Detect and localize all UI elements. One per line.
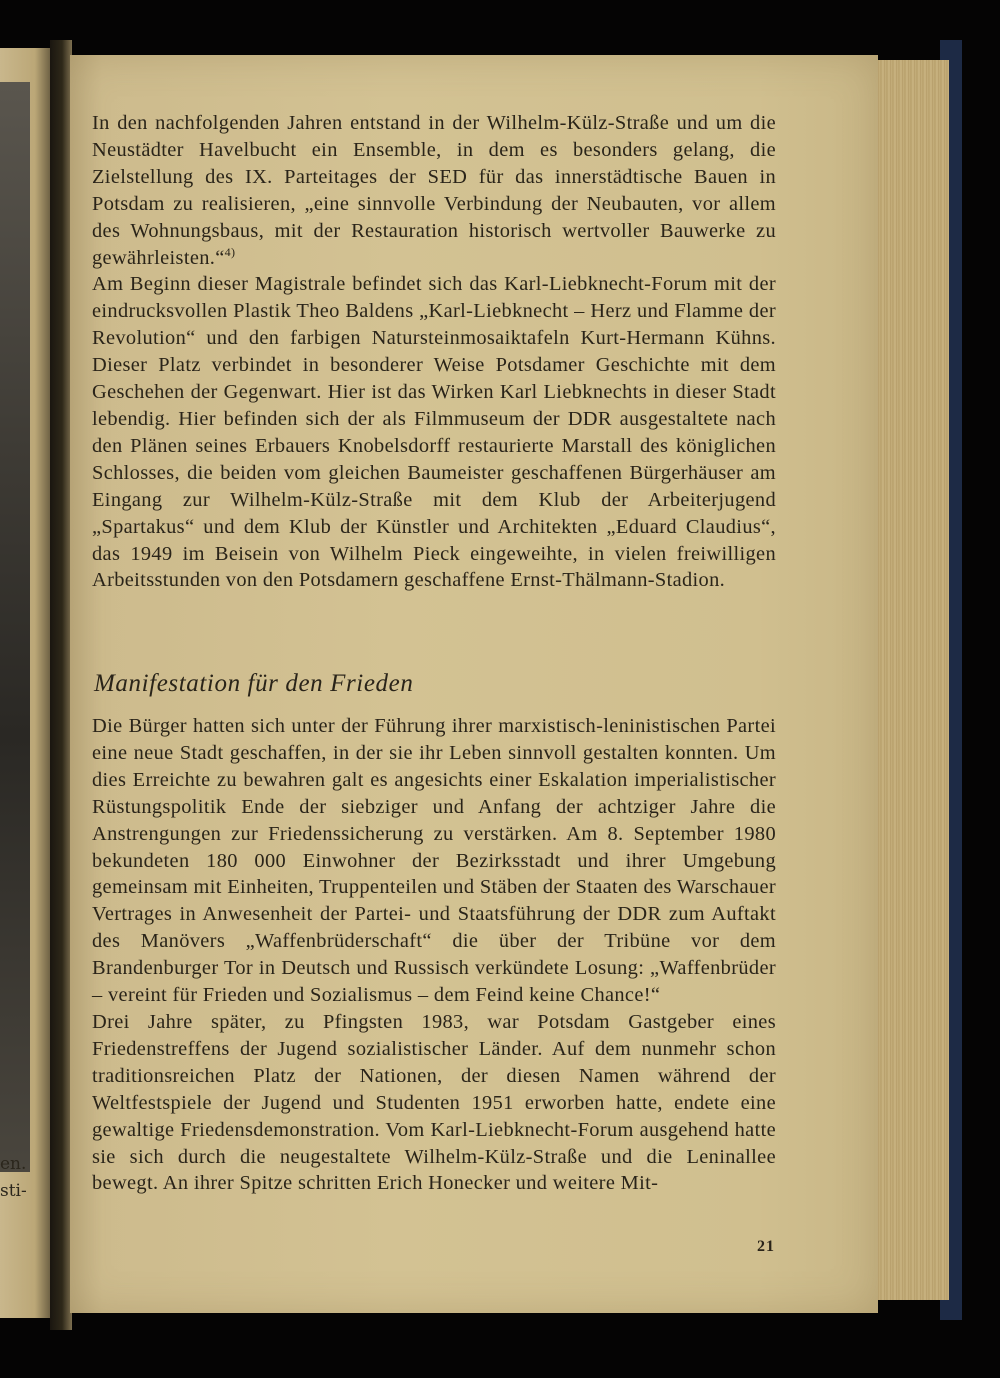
book-gutter <box>50 40 72 1330</box>
footnote-marker: 4) <box>224 244 236 259</box>
paragraph: Drei Jahre später, zu Pfingsten 1983, war Potsdam Gastgeber eines Friedenstreffens der Jugend sozialistischer Länder. Auf dem nunmehr schon traditionsreichen Platz der Nationen, der diesen Namen während der Weltfestspiele der Jugend und Studenten 1951 erworben hatte, endete eine gewaltige Friedensdemonstration. Vom Karl-Liebknecht-Forum ausgehend hatte sie sich durch die neugestaltete Wilhelm-Külz-Straße und die Leninallee bewegt. An ihrer Spitze schritten Erich Honecker und weitere Mit- <box>92 1010 776 1195</box>
paragraph: Am Beginn dieser Magistrale befindet sich das Karl-Liebknecht-Forum mit der eindrucksvollen Plastik Theo Baldens „Karl-Liebknecht – Herz und Flamme der Revolution“ und den farbigen Natursteinmosaiktafeln Kurt-Hermann Kühns. Dieser Platz verbindet in besonderer Weise Potsdamer Geschichte mit dem Geschehen der Gegenwart. Hier ist das Wirken Karl Liebknechts in dieser Stadt lebendig. Hier befinden sich der als Filmmuseum der DDR ausgestaltete nach den Plänen seines Erbauers Knobelsdorff restaurierte Marstall des königlichen Schlosses, die beiden vom gleichen Baumeister geschaffenen Bürgerhäuser am Eingang zur Wilhelm-Külz-Straße mit dem Klub der Arbeiterjugend „Spartakus“ und dem Klub der Künstler und Architekten „Eduard Claudius“, das 1949 im Beisein von Wilhelm Pieck eingeweihte, in vielen freiwilligen Arbeitsstunden von den Potsdamern geschaffene Ernst-Thälmann-Stadion. <box>92 273 776 592</box>
page-number: 21 <box>757 1238 775 1255</box>
previous-page-photo <box>0 82 30 1172</box>
previous-page-fragment: sti- <box>0 1181 27 1201</box>
paragraph: Die Bürger hatten sich unter der Führung ihrer marxistisch-leninistischen Partei eine neue Stadt geschaffen, in der sie ihr Leben sinnvoll gestalten konnten. Um dies Erreichte zu bewahren galt es angesichts einer Eskalation imperialistischer Rüstungspolitik Ende der siebziger und Anfang der achtziger Jahre die Anstrengungen zur Friedenssicherung zu verstärken. Am 8. September 1980 bekundeten 180 000 Einwohner der Bezirksstadt und ihrer Umgebung gemeinsam mit Einheiten, Truppenteilen und Stäben der Staaten des Warschauer Vertrages in Anwesenheit der Partei- und Staatsführung der DDR zum Auftakt des Manövers „Waffenbrüderschaft“ die über der Tribüne vor dem Brandenburger Tor in Deutsch und Russisch verkündete Losung: „Waffenbrüder – vereint für Frieden und Sozialismus – dem Feind keine Chance!“ <box>92 715 776 1007</box>
paragraph: In den nachfolgenden Jahren entstand in der Wilhelm-Külz-Straße und um die Neustädter Havelbucht ein Ensemble, in dem es besonders gelang, die Zielstellung des IX. Parteitages der SED für das innerstädtische Bauen in Potsdam zu realisieren, „eine sinnvolle Verbindung der Neubauten, vor allem des Wohnungsbaus, mit der Restauration historisch wertvoller Bauwerke zu gewährleisten.“$^{4)}$ <box>92 112 776 269</box>
section-text <box>92 713 776 1197</box>
section-heading: Manifestation für den Frieden <box>94 670 414 697</box>
previous-page-fragment: en. <box>0 1154 27 1174</box>
body-text <box>92 110 776 594</box>
page-stack-edges <box>873 60 949 1300</box>
